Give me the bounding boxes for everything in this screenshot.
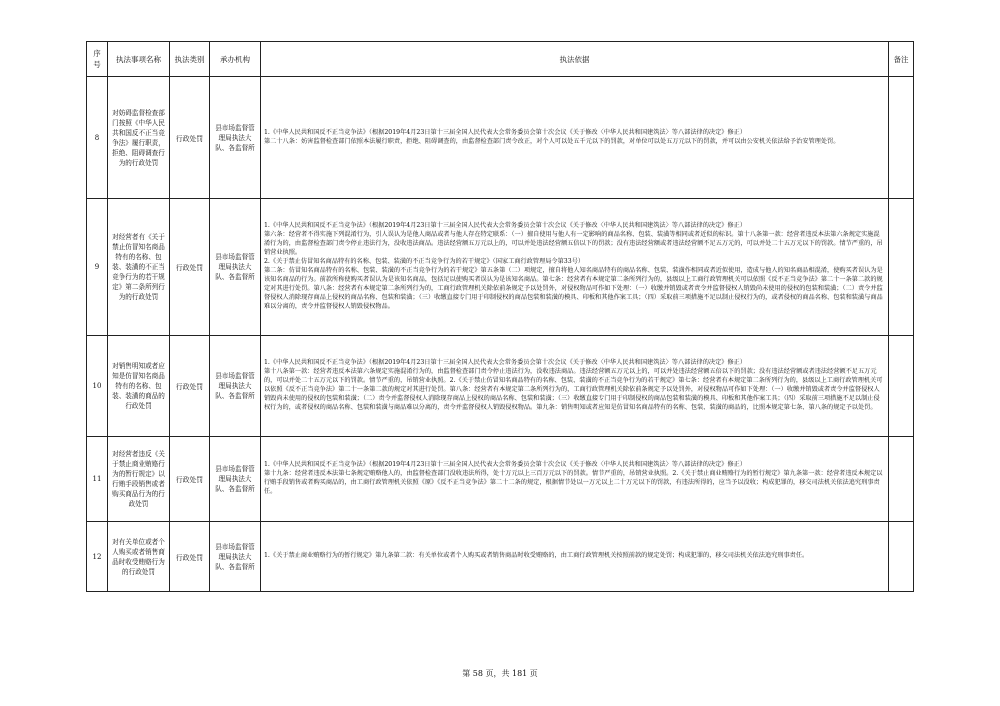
basis-paragraph: 1.《中华人民共和国反不正当竞争法》（根据2019年4月23日第十三届全国人民代表大会常务委员会第十次会议《关于修改〈中华人民共和国建筑法〉等八部法律的决定》修正） <box>264 222 747 230</box>
basis-paragraph: 1.《中华人民共和国反不正当竞争法》（根据2019年4月23日第十三届全国人民代表大会常务委员会第十次会议《关于修改〈中华人民共和国建筑法〉等八部法律的决定》修正） <box>264 128 747 136</box>
table-row <box>87 336 914 437</box>
row-note <box>889 522 914 592</box>
header-org: 承办机构 <box>210 42 261 77</box>
header-row <box>87 42 914 77</box>
basis-paragraph: 2.《关于禁止仿冒知名商品特有的名称、包装、装潢的不正当竞争行为的若干规定》（国家工商行政管理局令第33号） <box>264 258 585 266</box>
enforcement-table <box>86 41 914 592</box>
page-footer: 第 58 页，共 181 页 <box>462 669 538 678</box>
basis-paragraph: 第二条：仿冒知名商品特有的名称、包装、装潢的不正当竞争行为的若干规定》第五条第（二）项规定，擅自将他人知名商品特有的商品名称、包装、装潢作相同或者近似使用，造成与他人的知名商品相混淆，使购买者误认为是该知名商品的行为。前款所称使购买者误认为是该知名商品，包括足以使购买者误认为是该知名商品。第七条：经营者有本规定第二条所列行为的，县级以上工商行政管理机关可以依照《反不正当竞争法》第二十一条第二款的规定对其进行处罚。第八条：经营者有本规定第二条所列行为的，工商行政管理机关除依前条规定予以处罚外，对侵权物品可作如下处理：（一）收缴并销毁或者责令并监督侵权人销毁尚未使用的侵权的包装和装潢；（二）责令并监督侵权人消除现存商品上侵权的商品名称、包装和装潢；（三）收缴直接专门用于印制侵权的商品包装和装潢的模具、印板和其他作案工具；（四）采取前三项措施不足以制止侵权行为的，或者侵权的商品名称、包装和装潢与商品难以分离的，责令并监督侵权人销毁侵权物品。 <box>264 267 883 310</box>
row-name: 对销售明知或者应知是仿冒知名商品特有的名称、包装、装潢的商品的行政处罚 <box>108 336 170 437</box>
basis-paragraph: 1.《中华人民共和国反不正当竞争法》（根据2019年4月23日第十三届全国人民代表大会常务委员会第十次会议《关于修改〈中华人民共和国建筑法〉等八部法律的决定》修正） <box>264 359 747 367</box>
basis-paragraph: 第十八条第一款：经营者违反本法第六条规定实施混淆行为的，由监督检查部门责令停止违法行为，没收违法商品。违法经营额五万元以上的，可以并处违法经营额五倍以下的罚款；没有违法经营额或者违法经营额不足五万元的，可以并处二十五万元以下的罚款。情节严重的，吊销营业执照。2.《关于禁止仿冒知名商品特有的名称、包装、装潢的不正当竞争行为的若干规定》第七条：经营者有本规定第二条所列行为的，县级以上工商行政管理机关可以依照《反不正当竞争法》第二十一条第二款的规定对其进行处罚。第八条：经营者有本规定第二条所列行为的，工商行政管理机关除依前条规定予以处罚外，对侵权物品可作如下处理：（一）收缴并销毁或者责令并监督侵权人销毁尚未使用的侵权的包装和装潢；（二）责令并监督侵权人消除现存商品上侵权的商品名称、包装和装潢；（三）收缴直接专门用于印制侵权的商品包装和装潢的模具、印板和其他作案工具；（四）采取前三项措施不足以制止侵权行为的，或者侵权的商品名称、包装和装潢与商品难以分离的，责令并监督侵权人销毁侵权物品。第九条：销售明知或者应知是仿冒知名商品特有的名称、包装、装潢的商品的，比照本规定第七条、第八条的规定予以处罚。 <box>264 368 883 411</box>
table-row <box>87 199 914 336</box>
row-org: 县市场监督管理局执法大队、各监督所 <box>210 77 261 199</box>
row-type: 行政处罚 <box>170 437 210 522</box>
table-row <box>87 437 914 522</box>
row-name: 对有关单位或者个人购买或者销售商品时收受贿赂行为的行政处罚 <box>108 522 170 592</box>
row-seq: 12 <box>87 522 108 592</box>
header-type: 执法类别 <box>170 42 210 77</box>
row-note <box>889 77 914 199</box>
row-basis <box>261 437 889 522</box>
row-seq: 8 <box>87 77 108 199</box>
table-row <box>87 77 914 199</box>
row-org: 县市场监督管理局执法大队、各监督所 <box>210 522 261 592</box>
row-org: 县市场监督管理局执法大队、各监督所 <box>210 336 261 437</box>
basis-paragraph: 第二十八条：妨害监督检查部门依照本法履行职责，拒绝、阻碍调查的，由监督检查部门责令改正，对个人可以处五千元以下的罚款，对单位可以处五万元以下的罚款，并可以由公安机关依法给予治安管理处罚。 <box>264 137 840 145</box>
row-org: 县市场监督管理局执法大队、各监督所 <box>210 199 261 336</box>
row-name: 对妨碍监督检查部门按照《中华人民共和国反不正当竞争法》履行职责，拒绝、阻碍调查行为的行政处罚 <box>108 77 170 199</box>
row-seq: 9 <box>87 199 108 336</box>
basis-paragraph: 第十九条：经营者违反本法第七条规定贿赂他人的，由监督检查部门没收违法所得，处十万元以上三百万元以下的罚款。情节严重的，吊销营业执照。2.《关于禁止商业贿赂行为的暂行规定》第九条第一款：经营者违反本规定以行贿手段销售或者购买商品的，由工商行政管理机关依照《原》《反不正当竞争法》第二十二条的规定，根据情节处以一万元以上二十万元以下的罚款，有违法所得的，应当予以没收；构成犯罪的，移交司法机关依法追究刑事责任。 <box>264 470 883 495</box>
header-name: 执法事项名称 <box>108 42 170 77</box>
basis-paragraph: 第六条：经营者不得实施下列混淆行为，引人误认为是他人商品或者与他人存在特定联系：（一）擅自使用与他人有一定影响的商品名称、包装、装潢等相同或者近似的标识。第十八条第一款：经营者违反本法第六条规定实施混淆行为的，由监督检查部门责令停止违法行为，没收违法商品。违法经营额五万元以上的，可以并处违法经营额五倍以下的罚款；没有违法经营额或者违法经营额不足五万元的，可以并处二十五万元以下的罚款。情节严重的，吊销营业执照。 <box>264 231 883 257</box>
row-basis <box>261 199 889 336</box>
row-type: 行政处罚 <box>170 522 210 592</box>
header-basis: 执法依据 <box>261 42 889 77</box>
row-seq: 11 <box>87 437 108 522</box>
row-name: 对经营者违反《关于禁止商业贿赂行为的暂行规定》以行贿手段销售或者购买商品行为的行政处罚 <box>108 437 170 522</box>
row-basis <box>261 336 889 437</box>
row-seq: 10 <box>87 336 108 437</box>
row-type: 行政处罚 <box>170 77 210 199</box>
row-type: 行政处罚 <box>170 199 210 336</box>
row-note <box>889 437 914 522</box>
table-row <box>87 522 914 592</box>
row-name: 对经营者有《关于禁止仿冒知名商品特有的名称、包装、装潢的不正当竞争行为的若干规定》第二条所列行为的行政处罚 <box>108 199 170 336</box>
row-basis <box>261 77 889 199</box>
basis-paragraph: 1.《中华人民共和国反不正当竞争法》（根据2019年4月23日第十三届全国人民代表大会常务委员会第十次会议《关于修改〈中华人民共和国建筑法〉等八部法律的决定》修正） <box>264 461 747 469</box>
row-org: 县市场监督管理局执法大队、各监督所 <box>210 437 261 522</box>
row-basis <box>261 522 889 592</box>
row-note <box>889 336 914 437</box>
row-type: 行政处罚 <box>170 336 210 437</box>
header-seq: 序号 <box>87 42 108 77</box>
row-note <box>889 199 914 336</box>
basis-paragraph: 1.《关于禁止商业贿赂行为的暂行规定》第九条第二款：有关单位或者个人购买或者销售商品时收受贿赂的，由工商行政管理机关按照前款的规定处罚；构成犯罪的，移交司法机关依法追究刑事责任。 <box>264 552 809 560</box>
header-note: 备注 <box>889 42 914 77</box>
